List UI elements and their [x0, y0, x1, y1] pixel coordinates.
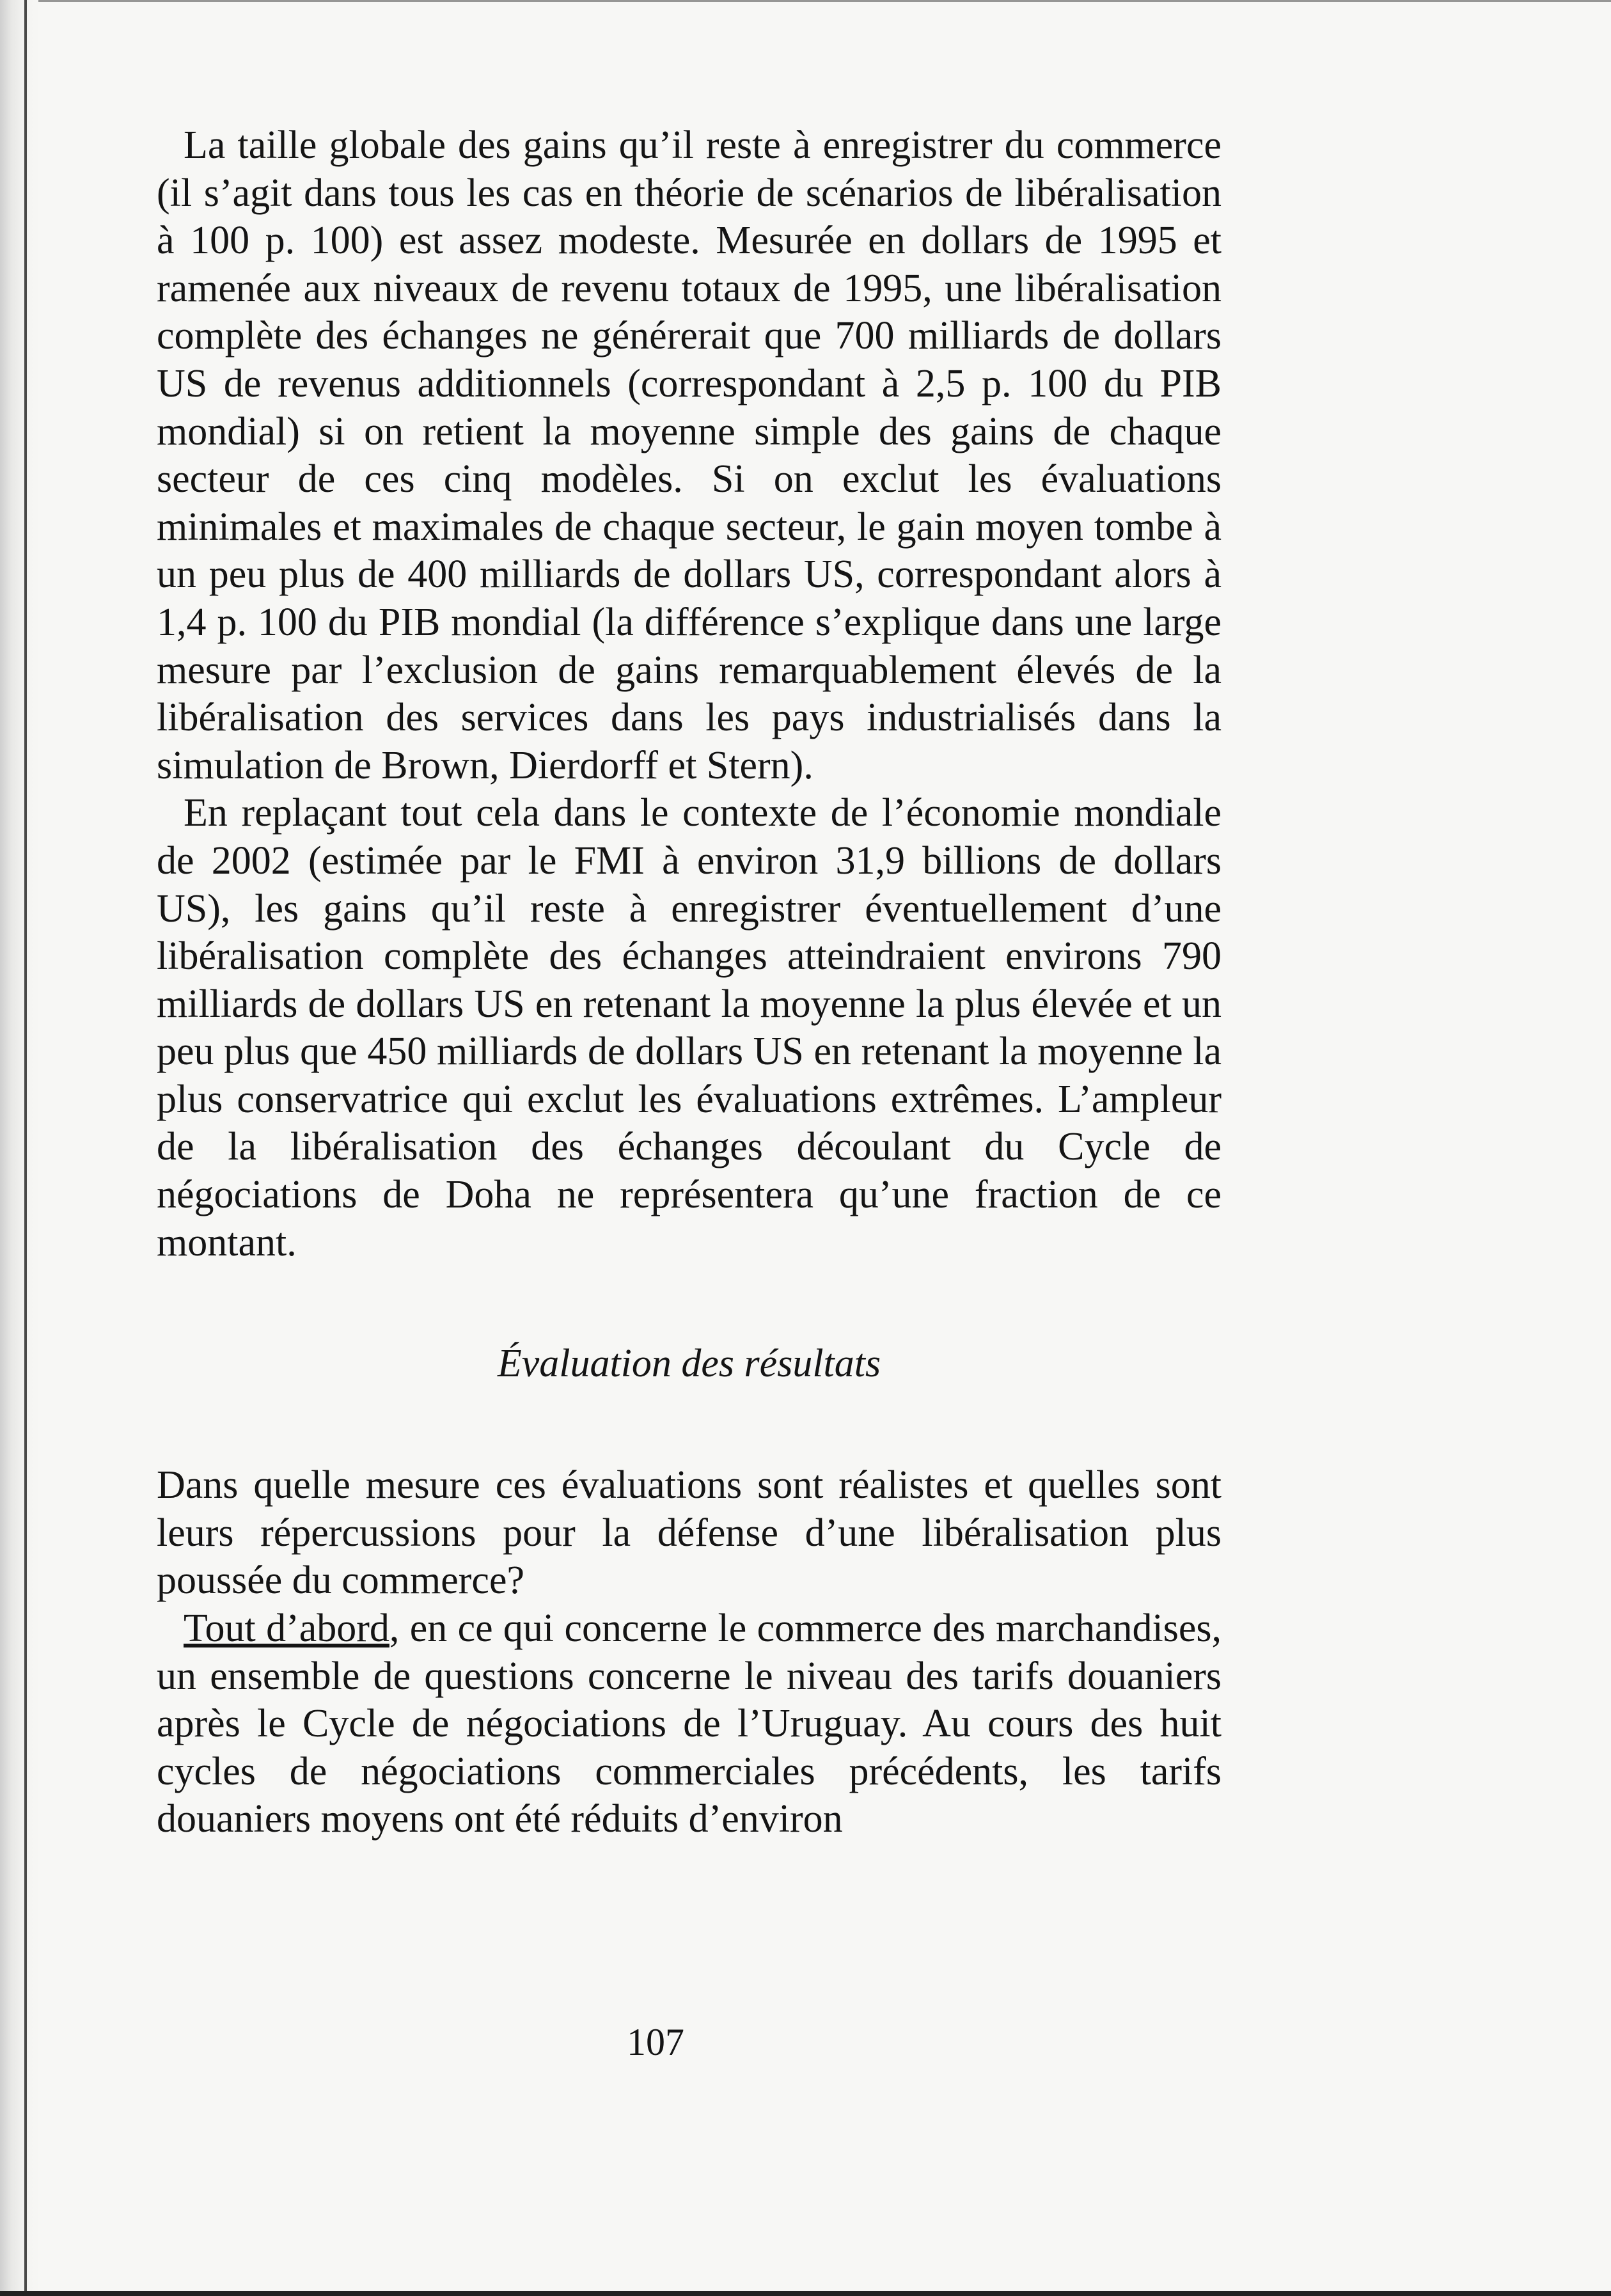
paragraph-gains-size: La taille globale des gains qu’il reste à enregistrer du commerce (il s’agit dans tous les cas en théorie de scénarios de libéralisation à 100 p. 100) est assez modeste. Mesurée en dollars de 1995 et ramenée aux niveaux de revenu totaux de 1995, une libéralisation complète des échanges ne générerait que 700 milliards de dollars US de revenus additionnels (correspondant à 2,5 p. 100 du PIB mondial) si on retient la moyenne simple des gains de chaque secteur de ces cinq modèles. Si on exclut les évaluations minimales et maximales de chaque secteur, le gain moyen tombe à un peu plus de 400 milliards de dollars US, correspondant alors à 1,4 p. 100 du PIB mondial (la différence s’explique dans une large mesure par l’exclusion de gains remarquablement élevés de la libéralisation des services dans les pays industrialisés dans la simulation de Brown, Dierdorff et Stern).: [157, 123, 1222, 787]
scan-binding-line: [24, 0, 27, 2296]
paragraph-question: Dans quelle mesure ces évaluations sont réalistes et quelles sont leurs répercussions pour la défense d’une libéralisation plus poussée du commerce?: [157, 1463, 1222, 1603]
paragraph-first-point: [157, 1605, 1222, 1843]
paragraph-world-economy: En replaçant tout cela dans le contexte de l’économie mondiale de 2002 (estimée par le FMI à environ 31,9 billions de dollars US), les gains qu’il reste à enregistrer éventuellement d’une libéralisation complète des échanges atteindraient environs 790 milliards de dollars US en retenant la moyenne la plus élevée et un peu plus que 450 milliards de dollars US en retenant la moyenne la plus conservatrice qui exclut les évaluations extrêmes. L’ampleur de la libéralisation des échanges découlant du Cycle de négociations de Doha ne représentera qu’une fraction de ce montant.: [157, 791, 1222, 1264]
section-heading: Évaluation des résultats: [497, 1342, 881, 1386]
page-body: [157, 122, 1222, 1843]
paragraph-first-point-text: , en ce qui concerne le commerce des marchandises, un ensemble de questions concerne le niveau des tarifs douaniers après le Cycle de négociations de l’Uruguay. Au cours des huit cycles de négociations commerciales précédents, les tarifs douaniers moyens ont été réduits d’environ: [157, 1607, 1222, 1841]
underlined-lead: Tout d’abord: [184, 1607, 389, 1651]
scan-left-shadow: [0, 0, 40, 2296]
scan-top-edge: [38, 0, 1611, 2]
scan-bottom-edge: [0, 2291, 1611, 2296]
page-number: 107: [627, 2021, 684, 2063]
